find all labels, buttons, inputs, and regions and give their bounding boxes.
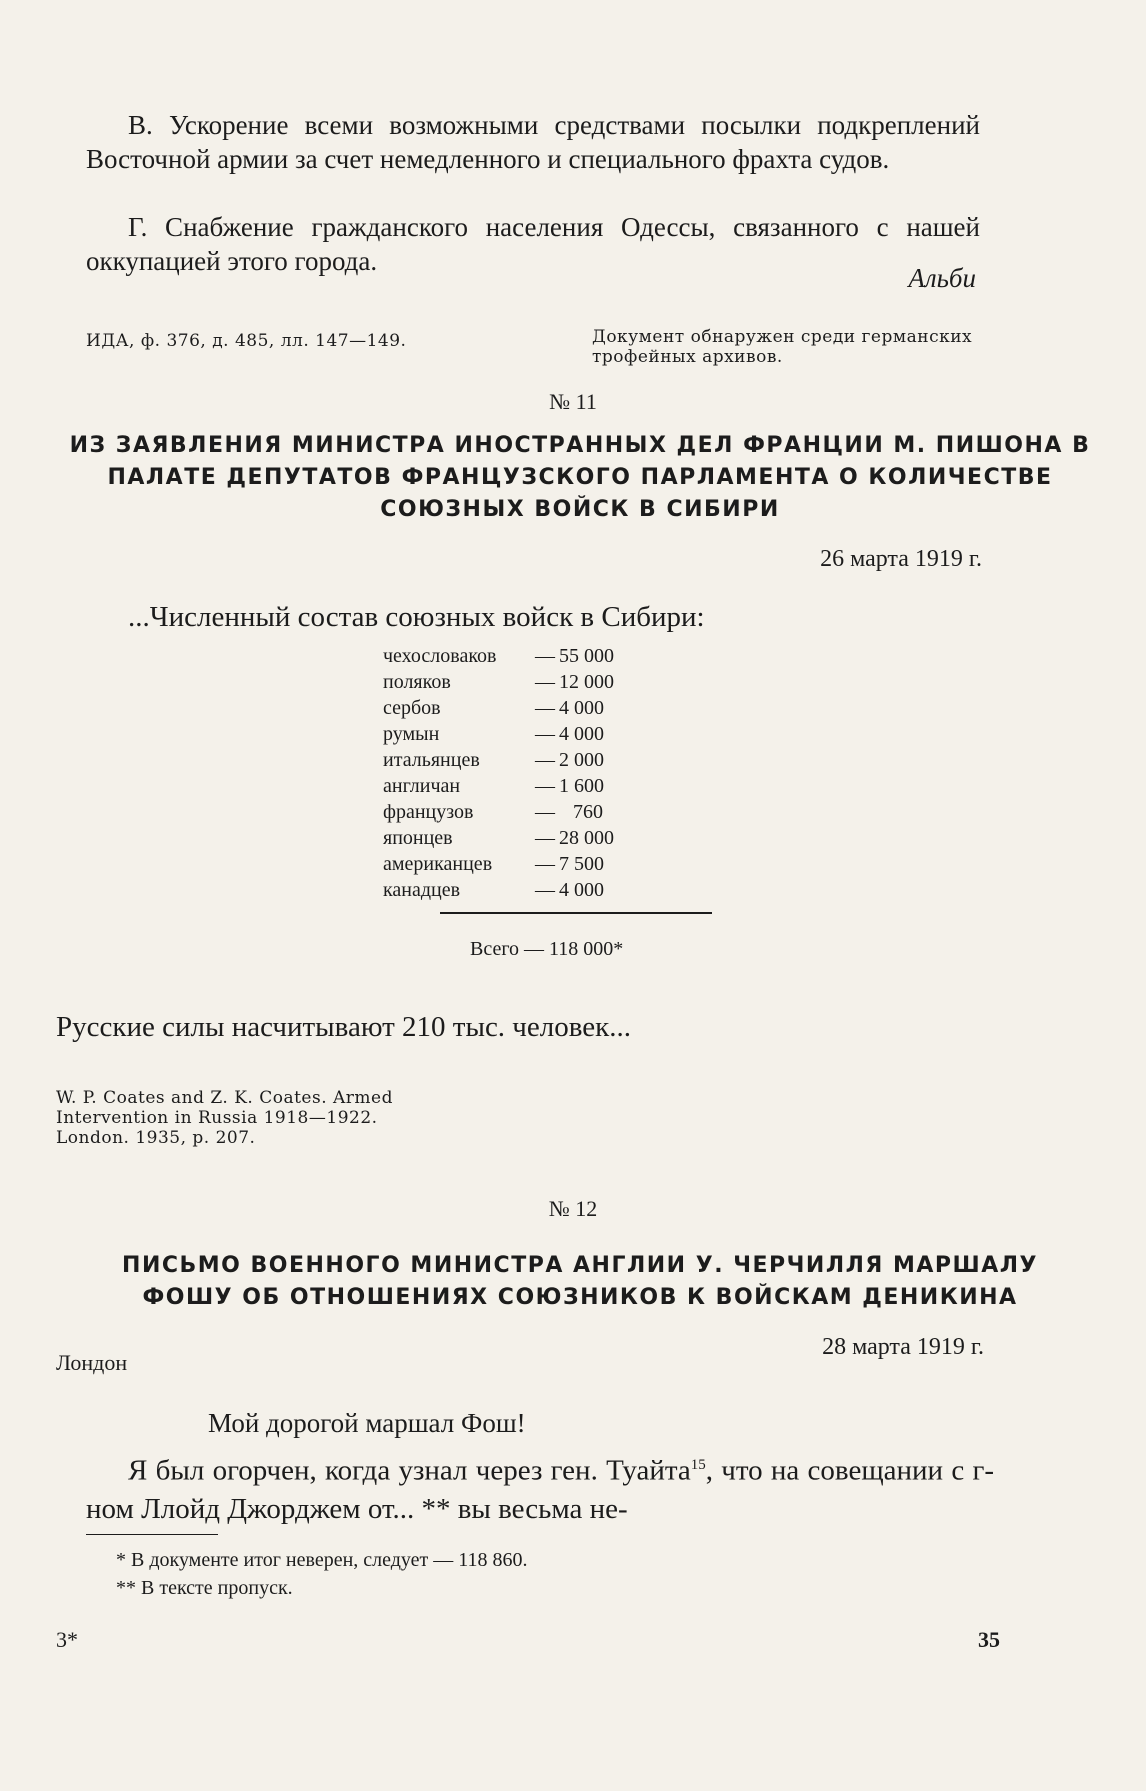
- troop-row: [383, 721, 713, 747]
- doc-12-date: 28 марта 1919 г.: [822, 1334, 984, 1360]
- doc-12-body-end: , что на совещании с г-ном Ллойд Джорджем от... ** вы весьма не-: [86, 1454, 995, 1525]
- troop-dash: —: [535, 645, 555, 667]
- total-rule: [440, 912, 712, 914]
- troop-count: 2 000: [559, 749, 604, 771]
- doc-11-date: 26 марта 1919 г.: [820, 546, 982, 572]
- doc-12-body-start: Я был огорчен, когда узнал через ген. Туайта: [128, 1454, 691, 1487]
- signature: Альби: [908, 263, 976, 293]
- troop-nation: поляков: [383, 671, 451, 693]
- doc-12-title: ПИСЬМО ВОЕННОГО МИНИСТРА АНГЛИИ У. ЧЕРЧИЛЛЯ МАРШАЛУ ФОШУ ОБ ОТНОШЕНИЯХ СОЮЗНИКОВ К ВОЙСКАМ ДЕНИКИНА: [122, 1253, 1038, 1310]
- troop-nation: англичан: [383, 775, 461, 797]
- source-note: Документ обнаружен среди германских трофейных архивов.: [592, 327, 973, 367]
- paragraph-v: В. Ускорение всеми возможными средствами посылки подкреплений Восточной армии за счет немедленного и специального фрахта судов.: [86, 110, 980, 174]
- troop-nation: французов: [383, 801, 474, 823]
- troop-dash: —: [535, 827, 555, 849]
- doc-12-place: Лондон: [56, 1350, 128, 1375]
- troop-row: [383, 877, 713, 903]
- troop-count: 12 000: [559, 671, 614, 693]
- troop-row: [383, 825, 713, 851]
- troop-row: [383, 851, 713, 877]
- troop-count: 4 000: [559, 697, 604, 719]
- signature-mark: 3*: [56, 1627, 78, 1652]
- troop-dash: —: [535, 749, 555, 771]
- footnote-1: * В документе итог неверен, следует — 118 860.: [116, 1549, 528, 1571]
- source-archive: ИДА, ф. 376, д. 485, лл. 147—149.: [86, 331, 407, 351]
- troop-dash: —: [535, 879, 555, 901]
- footnote-2: ** В тексте пропуск.: [116, 1577, 293, 1599]
- troop-nation: канадцев: [383, 879, 461, 901]
- troop-row: [383, 747, 713, 773]
- doc-12-salutation: Мой дорогой маршал Фош!: [208, 1408, 526, 1438]
- troop-row: [383, 669, 713, 695]
- troop-count: 1 600: [559, 775, 604, 797]
- troop-dash: —: [535, 723, 555, 745]
- troop-total: Всего — 118 000*: [470, 938, 624, 960]
- troop-count: 7 500: [559, 853, 604, 875]
- troop-dash: —: [535, 671, 555, 693]
- troop-nation: американцев: [383, 853, 493, 875]
- doc-11-lead: ...Численный состав союзных войск в Сибири:: [128, 601, 705, 633]
- troop-dash: —: [535, 801, 555, 823]
- paragraph-g: Г. Снабжение гражданского населения Одессы, связанного с нашей оккупацией этого города.: [86, 212, 980, 276]
- footnote-rule: [86, 1534, 218, 1535]
- troop-nation: сербов: [383, 697, 441, 719]
- troop-row: [383, 773, 713, 799]
- troop-row: [383, 695, 713, 721]
- page-number: 35: [978, 1627, 1000, 1652]
- troop-nation: японцев: [383, 827, 453, 849]
- doc-11-source: W. P. Coates and Z. K. Coates. Armed Intervention in Russia 1918—1922. London. 1935, p. 207.: [56, 1088, 393, 1148]
- footnote-ref-15: 15: [690, 1457, 706, 1473]
- troop-count: 55 000: [559, 645, 614, 667]
- doc-11-number: № 11: [549, 389, 597, 414]
- troop-count: 4 000: [559, 723, 604, 745]
- troop-list: [383, 643, 713, 903]
- troop-dash: —: [535, 853, 555, 875]
- troop-nation: чехословаков: [383, 645, 497, 667]
- troop-nation: румын: [383, 723, 440, 745]
- doc-11-title: ИЗ ЗАЯВЛЕНИЯ МИНИСТРА ИНОСТРАННЫХ ДЕЛ ФРАНЦИИ М. ПИШОНА В ПАЛАТЕ ДЕПУТАТОВ ФРАНЦУЗСКОГО ПАРЛАМЕНТА О КОЛИЧЕСТВЕ СОЮЗНЫХ ВОЙСК В СИБИРИ: [69, 433, 1091, 522]
- troop-nation: итальянцев: [383, 749, 480, 771]
- troop-dash: —: [535, 775, 555, 797]
- troop-dash: —: [535, 697, 555, 719]
- troop-row: [383, 643, 713, 669]
- doc-12-body: [86, 1446, 994, 1528]
- doc-11-closing: Русские силы насчитывают 210 тыс. человек...: [56, 1011, 631, 1043]
- troop-count: 28 000: [559, 827, 614, 849]
- troop-row: [383, 799, 713, 825]
- troop-count: 760: [573, 801, 603, 823]
- troop-count: 4 000: [559, 879, 604, 901]
- doc-12-number: № 12: [548, 1196, 598, 1221]
